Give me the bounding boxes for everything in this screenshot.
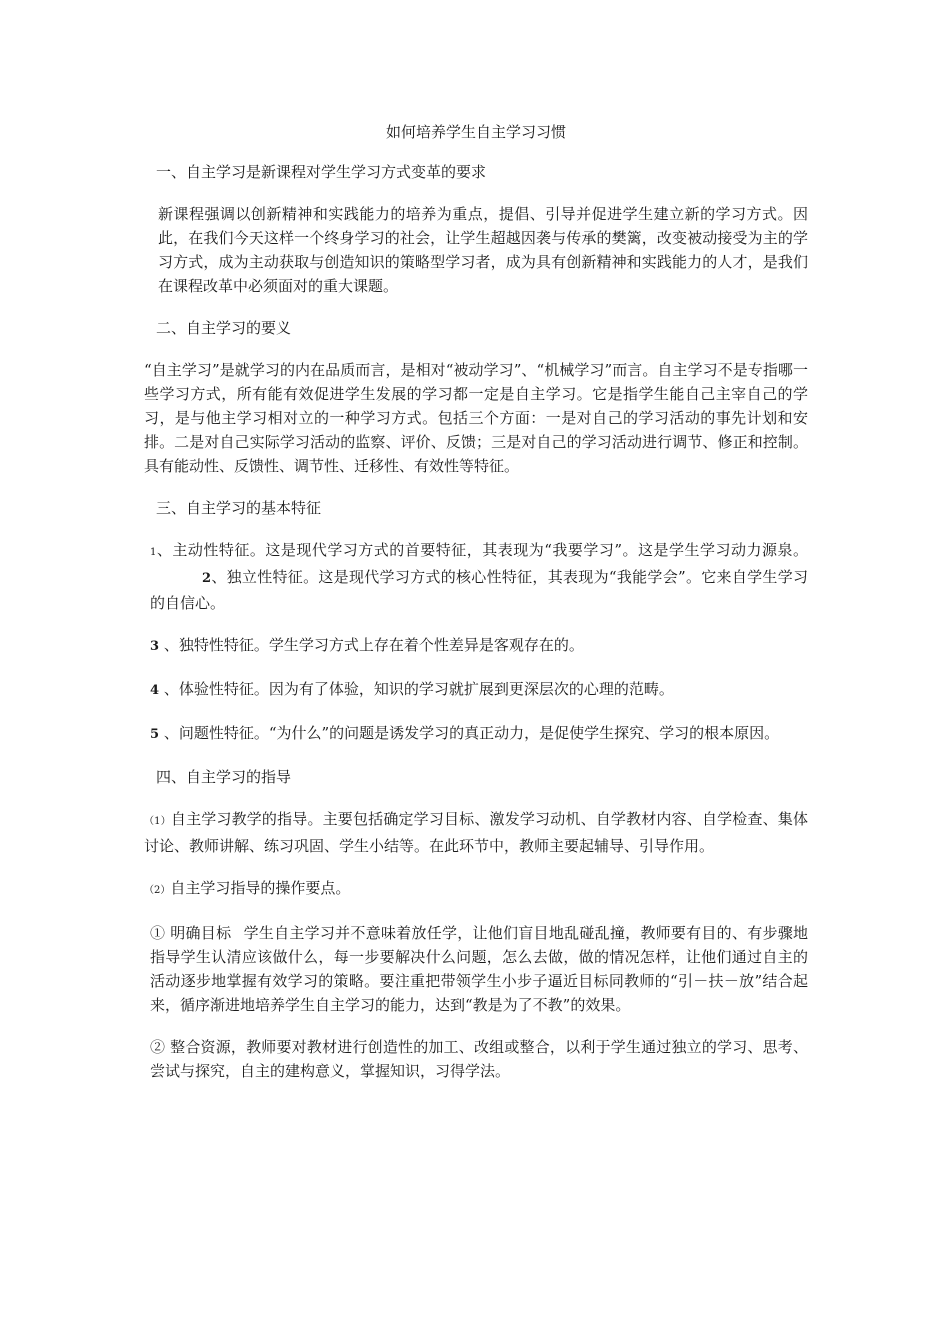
point-1-paragraph [144,921,808,1017]
section-3-heading: 三、自主学习的基本特征 [156,499,322,517]
feature-5-text: 、问题性特征。“为什么”的问题是诱发学习的真正动力，是促使学生探究、学习的根本原因。 [163,724,780,742]
point-1-text: 学生自主学习并不意味着放任学，让他们盲目地乱碰乱撞，教师要有目的、有步骤地指导学生认清应该做什么，每一步要解决什么问题，怎么去做，做的情况怎样，让他们通过自主的活动逐步地掌握有效学习的策略。要注重把带领学生小步子逼近目标同教师的“引－扶－放”结合起来，循序渐进地培养学生自主学习的能力，达到“教是为了不教”的效果。 [150,924,808,1014]
guidance-2-number: （2） [144,885,171,896]
point-2-paragraph: ② 整合资源，教师要对教材进行创造性的加工、改组或整合，以利于学生通过独立的学习、思考、尝试与探究，自主的建构意义，掌握知识，习得学法。 [150,1038,808,1080]
document-title: 如何培养学生自主学习习惯 [385,123,566,141]
guidance-2-paragraph [144,876,808,903]
feature-5-number: 5 [150,727,160,742]
feature-4-number: 4 [150,683,160,698]
feature-1-2-paragraph [144,538,808,615]
feature-1-text: 、主动性特征。这是现代学习方式的首要特征，其表现为“我要学习”。这是学生学习动力源泉。 [156,541,808,559]
section-1-text: 新课程强调以创新精神和实践能力的培养为重点，提倡、引导并促进学生建立新的学习方式。因此，在我们今天这样一个终身学习的社会，让学生超越因袭与传承的樊篱，改变被动接受为主的学习方式，成为主动获取与创造知识的策略型学习者，成为具有创新精神和实践能力的人才，是我们在课程改革中必须面对的重大课题。 [158,205,808,295]
section-4-heading: 四、自主学习的指导 [156,768,292,786]
section-1-heading: 一、自主学习是新课程对学生学习方式变革的要求 [156,163,487,181]
section-2-heading: 二、自主学习的要义 [156,319,292,337]
guidance-1-paragraph [144,807,808,858]
feature-2-text: 、独立性特征。这是现代学习方式的核心性特征，其表现为“我能学会”。它来自学生学习的自信心。 [150,568,808,612]
section-2-paragraph: “自主学习”是就学习的内在品质而言，是相对“被动学习”、“机械学习”而言。自主学习不是专指哪一些学习方式，所有能有效促进学生发展的学习都一定是自主学习。它是指学生能自己主宰自己的学习，是与他主学习相对立的一种学习方式。包括三个方面：一是对自己的学习活动的事先计划和安排。二是对自己实际学习活动的监察、评价、反馈；三是对自己的学习活动进行调节、修正和控制。具有能动性、反馈性、调节性、迁移性、有效性等特征。 [144,361,808,475]
point-1-heading: ① 明确目标 [150,924,232,942]
guidance-1-text: 自主学习教学的指导。主要包括确定学习目标、激发学习动机、自学教材内容、自学检查、集体讨论、教师讲解、练习巩固、学生小结等。在此环节中，教师主要起辅导、引导作用。 [144,810,808,855]
guidance-1-number: （1） [144,816,171,827]
feature-2-number: 2 [202,571,212,586]
document-page [144,120,808,1101]
guidance-2-text: 自主学习指导的操作要点。 [170,879,351,897]
feature-1-number: 1 [150,547,157,558]
section-1-paragraph [144,202,808,298]
feature-4-text: 、体验性特征。因为有了体验，知识的学习就扩展到更深层次的心理的范畴。 [163,680,674,698]
feature-3-paragraph [144,633,808,659]
feature-3-number: 3 [150,639,160,654]
feature-3-text: 、独特性特征。学生学习方式上存在着个性差异是客观存在的。 [163,636,584,654]
feature-4-paragraph [144,677,808,703]
feature-5-paragraph [144,721,808,747]
